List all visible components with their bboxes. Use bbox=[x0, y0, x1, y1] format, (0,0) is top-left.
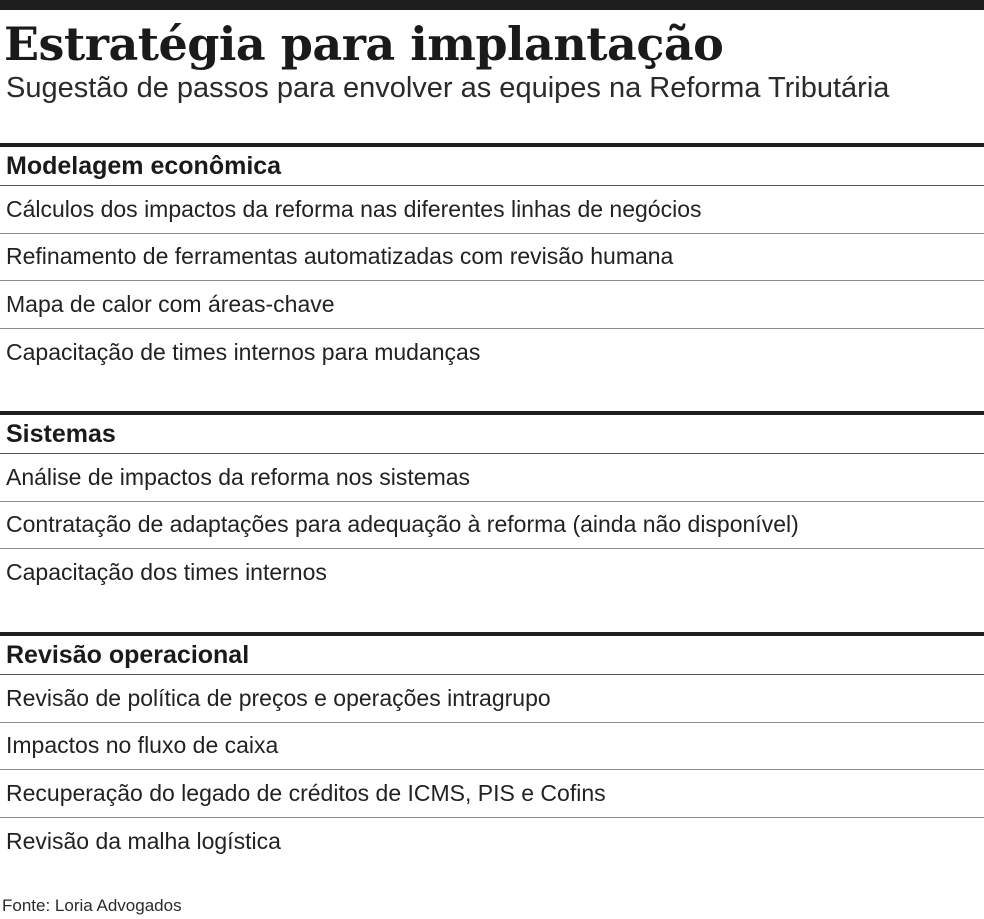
list-item: Mapa de calor com áreas-chave bbox=[0, 281, 984, 329]
section-heading: Revisão operacional bbox=[0, 632, 984, 675]
source-note: Fonte: Loria Advogados bbox=[2, 896, 182, 915]
page-title: Estratégia para implantação bbox=[4, 17, 724, 71]
list-item: Capacitação de times internos para mudanças bbox=[6, 338, 481, 365]
list-item: Recuperação do legado de créditos de ICMS, PIS e Cofins bbox=[0, 770, 984, 818]
section-heading: Modelagem econômica bbox=[0, 143, 984, 186]
section-revisao-operacional bbox=[0, 632, 984, 865]
section-modelagem-economica bbox=[0, 143, 984, 376]
list-item: Revisão de política de preços e operações intragrupo bbox=[0, 675, 984, 723]
section-sistemas bbox=[0, 411, 984, 597]
list-item: Capacitação dos times internos bbox=[6, 559, 327, 586]
list-item: Revisão da malha logística bbox=[6, 827, 281, 854]
list-item: Refinamento de ferramentas automatizadas com revisão humana bbox=[0, 234, 984, 282]
list-item: Contratação de adaptações para adequação à reforma (ainda não disponível) bbox=[0, 502, 984, 550]
top-rule bbox=[0, 0, 984, 10]
list-item: Análise de impactos da reforma nos sistemas bbox=[0, 454, 984, 502]
page-subtitle: Sugestão de passos para envolver as equipes na Reforma Tributária bbox=[6, 72, 890, 104]
list-item: Impactos no fluxo de caixa bbox=[0, 723, 984, 771]
list-item: Cálculos dos impactos da reforma nas diferentes linhas de negócios bbox=[0, 186, 984, 234]
section-heading: Sistemas bbox=[0, 411, 984, 454]
